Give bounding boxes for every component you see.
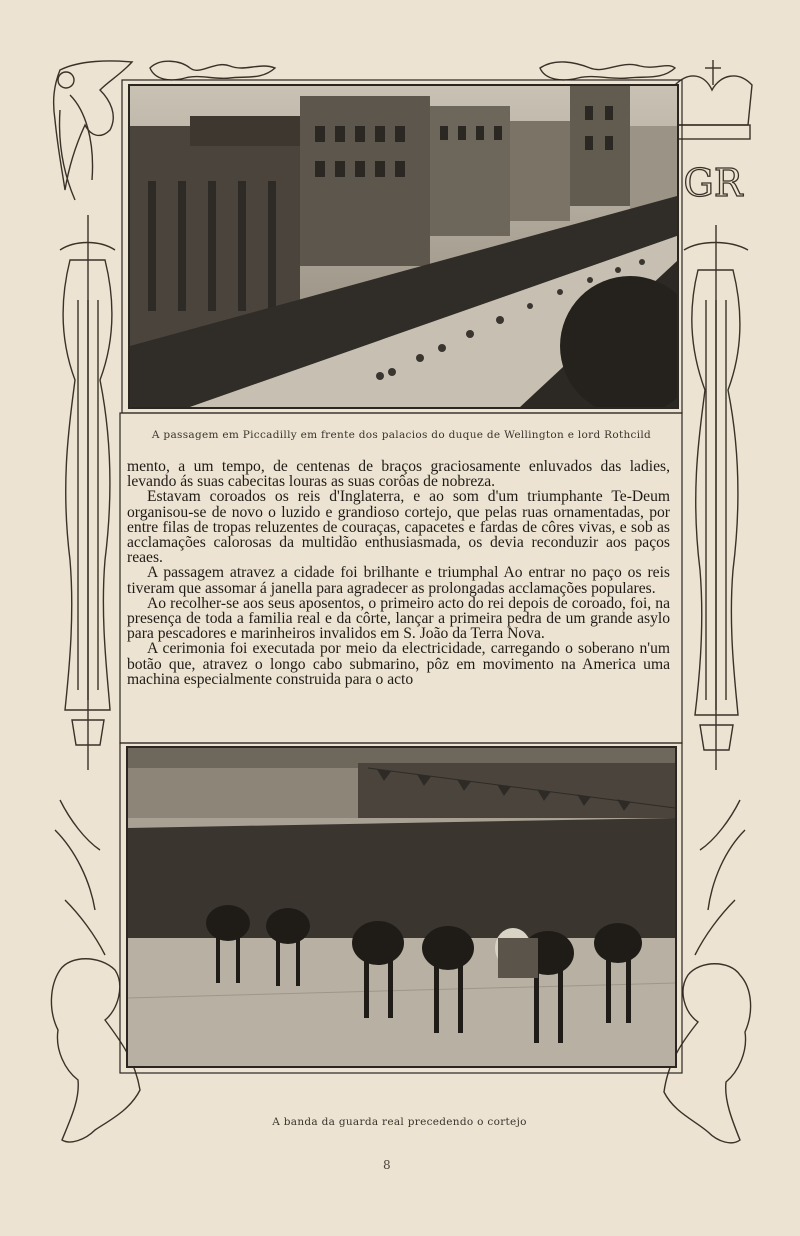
paragraph-2: Estavam coroados os reis d'Inglaterra, e ao som d'um triumphante Te-Deum organisou-se de novo o luzido e grandioso cortejo, que pelas ruas ornamentadas, por entre filas de tropas reluzentes de couraças, capacetes e fardas de côres vivas, e sob as acclamações calorosas da multidão enthusiasmada, os devia reconduzir aos paços reaes. <box>127 488 670 567</box>
angel-ornament-left <box>54 61 132 200</box>
tassel-ornament-right <box>684 225 748 770</box>
scroll-ornament-top-left <box>150 61 275 80</box>
paragraph-5: A cerimonia foi executada por meio da electricidade, carregando o soberano n'um botão que, atravez o longo cabo submarino, pôz em movimento na America uma machina especialmente construida para o acto <box>127 640 670 688</box>
article-body <box>127 459 670 714</box>
crown-ornament <box>675 60 752 139</box>
top-photo-caption: A passagem em Piccadilly em frente dos palacios do duque de Wellington e lord Rothcild <box>151 429 652 441</box>
paragraph-3: A passagem atravez a cidade foi brilhante e triumphal Ao entrar no paço os reis tiveram que assomar á janella para agradecer as prolongadas acclamações populares. <box>127 564 670 597</box>
paragraph-4: Ao recolher-se aos seus aposentos, o primeiro acto do rei depois de coroado, foi, na presença de toda a familia real e da côrte, lançar a primeira pedra de um grande asylo para pescadores e marinheiros invalidos em S. João da Terra Nova. <box>127 594 670 643</box>
gr-monogram: GR <box>683 161 743 205</box>
photo-royal-guard-band <box>126 746 677 1068</box>
photo-piccadilly-procession <box>128 84 679 409</box>
page-number: 8 <box>383 1158 391 1172</box>
paragraph-1: mento, a um tempo, de centenas de braços graciosamente enluvados das ladies, levando ás suas cabecitas louras as suas corôas de nobreza. <box>127 459 670 491</box>
bottom-photo-caption: A banda da guarda real precedendo o cortejo <box>272 1116 527 1128</box>
tassel-ornament-left <box>60 215 115 770</box>
scroll-ornament-top-right <box>540 62 675 80</box>
